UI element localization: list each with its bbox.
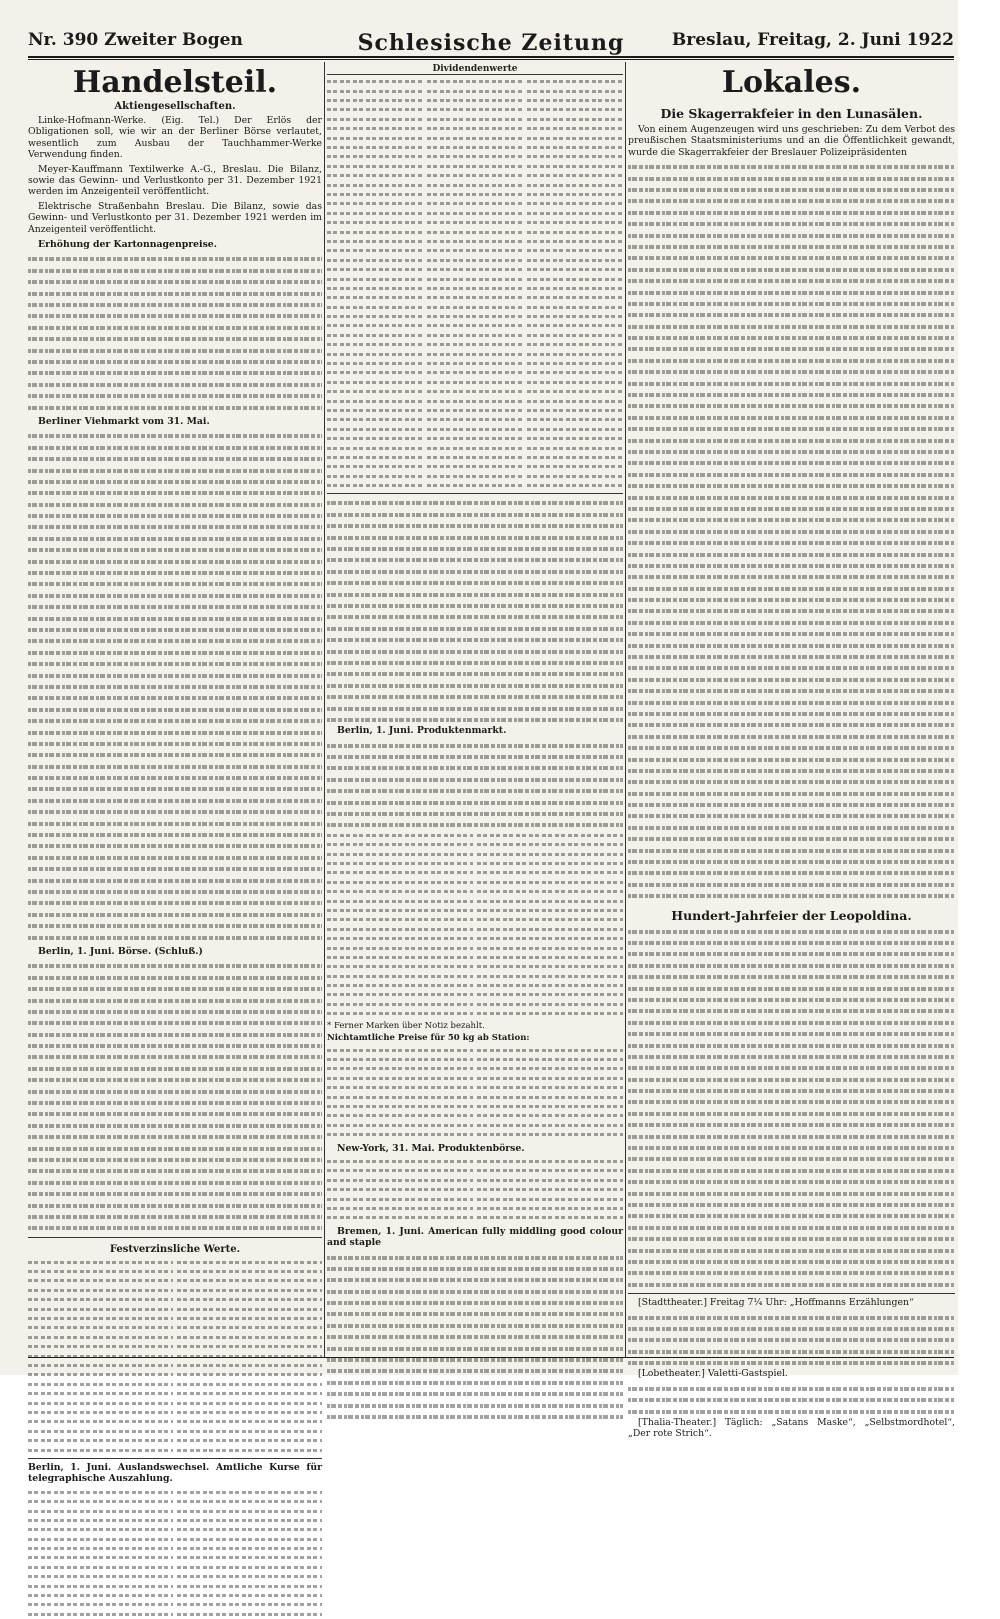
article-heading: New-York, 31. Mai. Produktenbörse. xyxy=(337,1142,525,1154)
table-footnote: * Ferner Marken über Notiz bezahlt. xyxy=(327,1020,485,1031)
masthead-rule-thin xyxy=(28,59,954,60)
theater-notice: [Lobetheater.] Valetti-Gastspiel. xyxy=(638,1368,788,1380)
column-divider xyxy=(625,62,626,1357)
article-paragraph: Von einem Augenzeugen wird uns geschrieben: Zu dem Verbot des preußischen Staatsministeriums und an die Öffentlichkeit gewandt, wurde die Skagerrakfeier der Breslauer Polizeipräsidenten xyxy=(628,124,955,158)
subheading-aktiengesellschaften: Aktiengesellschaften. xyxy=(114,101,236,112)
article-text-block xyxy=(327,740,623,831)
section-title-lokales: Lokales. xyxy=(721,65,862,100)
masthead xyxy=(28,30,954,54)
article-heading: Berliner Viehmarkt vom 31. Mai. xyxy=(38,415,210,427)
article-text-block xyxy=(628,161,955,901)
dividend-table xyxy=(327,64,623,490)
article-heading: Erhöhung der Kartonnagenpreise. xyxy=(38,239,217,251)
theater-notice: [Stadttheater.] Freitag 7¼ Uhr: „Hoffmanns Erzählungen“ xyxy=(638,1297,914,1309)
lokales-column xyxy=(628,64,955,1440)
article-paragraph: Meyer-Kauffmann Textilwerke A.-G., Breslau. Die Bilanz, sowie das Gewinn- und Verlustkonto per 31. Dezember 1921 werden im Anzeigenteil veröffentlicht. xyxy=(28,163,322,198)
newspaper-title: Schlesische Zeitung xyxy=(357,30,625,56)
nonofficial-price-table xyxy=(327,1046,623,1140)
article-text-block xyxy=(28,253,322,412)
table-title-dividendenwerte: Dividendenwerte xyxy=(327,64,623,75)
article-heading: Berlin, 1. Juni. Börse. (Schluß.) xyxy=(38,945,203,957)
article-text-block xyxy=(28,960,322,1233)
article-heading: Berlin, 1. Juni. Produktenmarkt. xyxy=(337,725,507,737)
table-title-festverzinsliche: Festverzinsliche Werte. xyxy=(109,1243,241,1255)
issue-date: Breslau, Freitag, 2. Juni 1922 xyxy=(671,30,954,50)
handelsteil-column xyxy=(28,64,322,1485)
article-heading: Hundert-Jahrfeier der Leopoldina. xyxy=(671,907,912,923)
market-column xyxy=(327,64,623,1356)
section-title-handelsteil: Handelsteil. xyxy=(72,65,278,100)
article-paragraph: Elektrische Straßenbahn Breslau. Die Bilanz, sowie das Gewinn- und Verlustkonto per 31. Dezember 1921 werden im Anzeigenteil veröffentlicht. xyxy=(28,200,322,235)
issue-number: Nr. 390 Zweiter Bogen xyxy=(28,30,243,50)
exchange-table xyxy=(28,1488,322,1619)
table-subtitle: Nichtamtliche Preise für 50 kg ab Station: xyxy=(327,1033,530,1044)
article-heading: Berlin, 1. Juni. Auslandswechsel. Amtliche Kurse für telegraphische Auszahlung. xyxy=(28,1461,322,1485)
page-edge xyxy=(958,0,1000,1375)
article-text-block xyxy=(628,926,955,1291)
article-text-block xyxy=(28,430,322,943)
article-text-block xyxy=(628,1312,955,1369)
theater-notice: [Thalia-Theater.] Täglich: „Satans Maske“, „Selbstmordhotel“, „Der rote Strich“. xyxy=(628,1417,955,1440)
article-text-block xyxy=(327,1252,623,1423)
exchange-rates-text xyxy=(327,497,623,725)
article-paragraph: Linke-Hofmann-Werke. (Eig. Tel.) Der Erlös der Obligationen soll, wie wir an der Berliner Börse verlautet, wesentlich zum Ausbau der Tauchhammer-Werke Verwendung finden. xyxy=(28,115,322,161)
newyork-table xyxy=(327,1157,623,1223)
bottom-rule xyxy=(28,1357,954,1358)
column-divider xyxy=(324,62,325,1357)
masthead-rule xyxy=(28,56,954,58)
grain-price-table xyxy=(327,831,623,1019)
article-heading: Bremen, 1. Juni. American fully middling good colour and staple xyxy=(327,1225,623,1249)
article-heading: Die Skagerrakfeier in den Lunasälen. xyxy=(660,106,923,121)
article-text-block xyxy=(628,1383,955,1417)
